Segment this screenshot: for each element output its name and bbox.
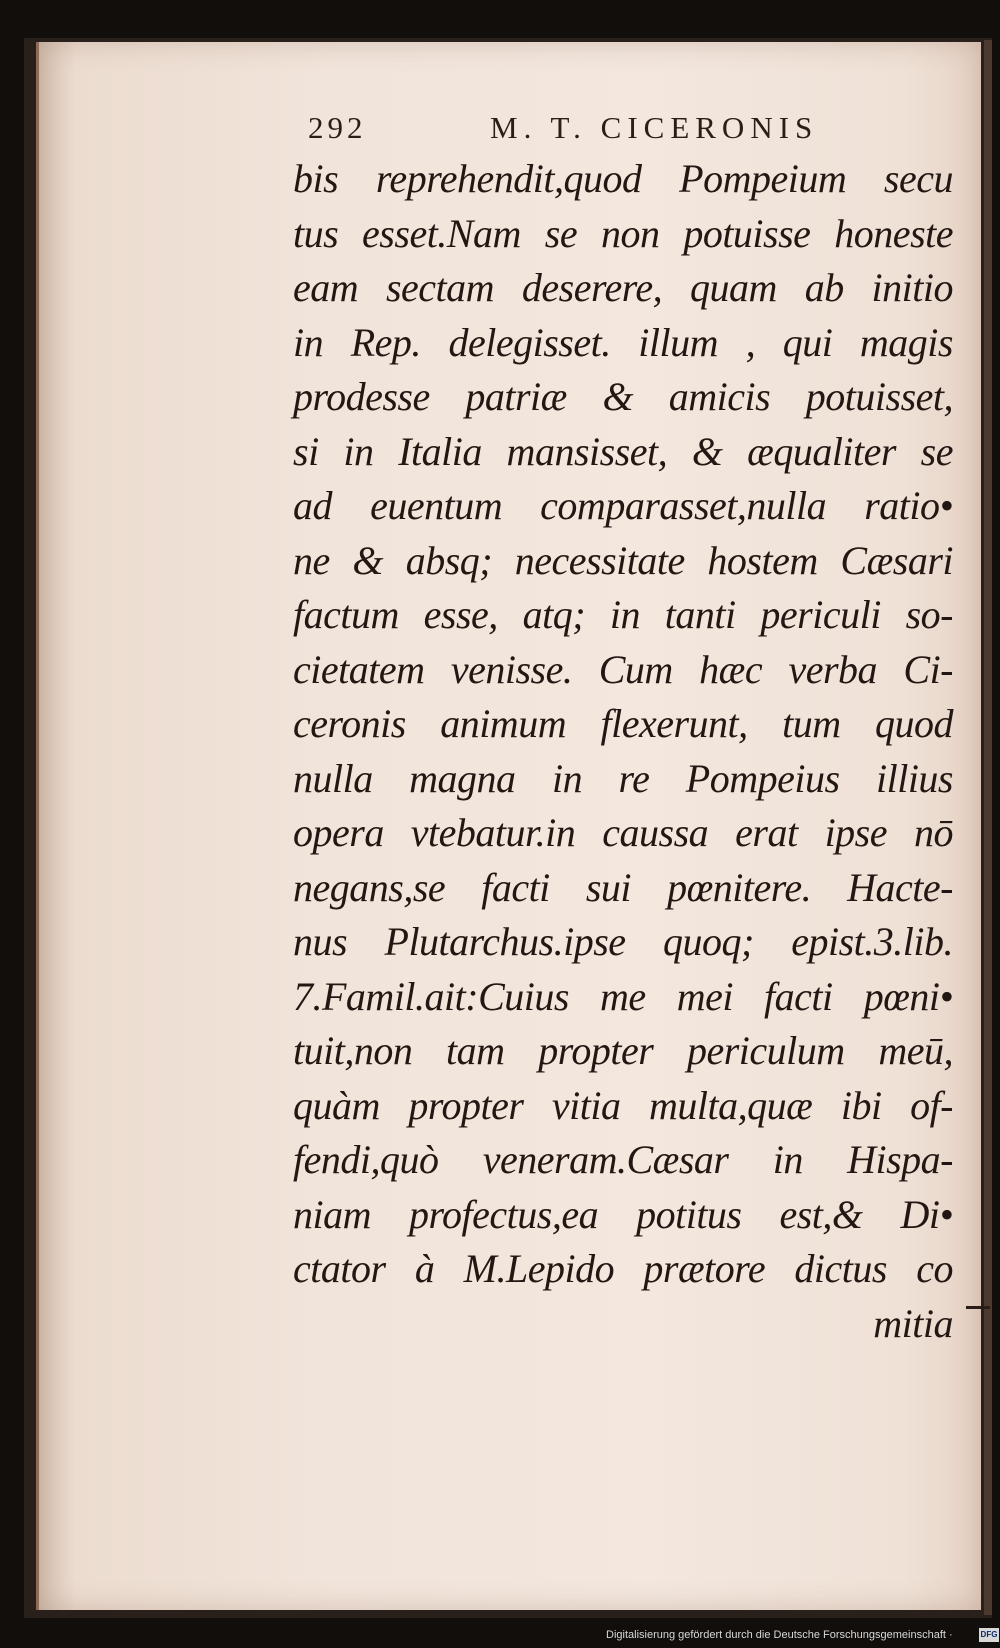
text-line: ceronis animum flexerunt, tum quod <box>293 701 953 746</box>
text-line: si in Italia mansisset, & æqualiter se <box>293 428 953 474</box>
text-line: quàm propter vitia multa,quæ ibi of- <box>293 1082 953 1128</box>
catchword: mitia <box>873 1300 953 1346</box>
text-line: tus esset.Nam se non potuisse honeste <box>293 210 953 256</box>
text-line: 7.Famil.ait:Cuius me mei facti pœni• <box>293 973 953 1019</box>
margin-mark <box>966 1306 990 1309</box>
dfg-logo: DFG <box>979 1628 999 1642</box>
text-line: niam profectus,ea potitus est,& Di• <box>293 1191 953 1237</box>
text-line: nus Plutarchus.ipse quoq; epist.3.lib. <box>293 919 953 964</box>
text-line: factum esse, atq; in tanti periculi so- <box>293 592 953 637</box>
text-line: tuit,non tam propter periculum meū, <box>293 1028 953 1073</box>
text-line: opera vtebatur.in caussa erat ipse nō <box>293 810 953 855</box>
text-line: ctator à M.Lepido prætore dictus co <box>293 1246 953 1291</box>
text-line: nulla magna in re Pompeius illius <box>293 755 953 801</box>
text-line: in Rep. delegisset. illum , qui magis <box>293 319 953 365</box>
body-text <box>293 152 953 1351</box>
text-line: bis reprehendit,quod Pompeium secu <box>293 156 953 201</box>
text-line: negans,se facti sui pœnitere. Hacte- <box>293 864 953 910</box>
page-header <box>308 110 828 154</box>
page-number: 292 <box>308 110 367 145</box>
text-line: ad euentum comparasset,nulla ratio• <box>293 483 953 528</box>
text-line: ne & absq; necessitate hostem Cæsari <box>293 537 953 583</box>
running-head: M. T. CICERONIS <box>490 110 819 145</box>
digitization-credit: Digitalisierung gefördert durch die Deutsche Forschungsgemeinschaft · <box>606 1629 953 1641</box>
text-line: prodesse patriæ & amicis potuisset, <box>293 374 953 419</box>
text-line: eam sectam deserere, quam ab initio <box>293 265 953 310</box>
text-line: fendi,quò veneram.Cæsar in Hispa- <box>293 1137 953 1182</box>
text-line: cietatem venisse. Cum hæc verba Ci- <box>293 646 953 692</box>
page-edge <box>984 40 992 1615</box>
